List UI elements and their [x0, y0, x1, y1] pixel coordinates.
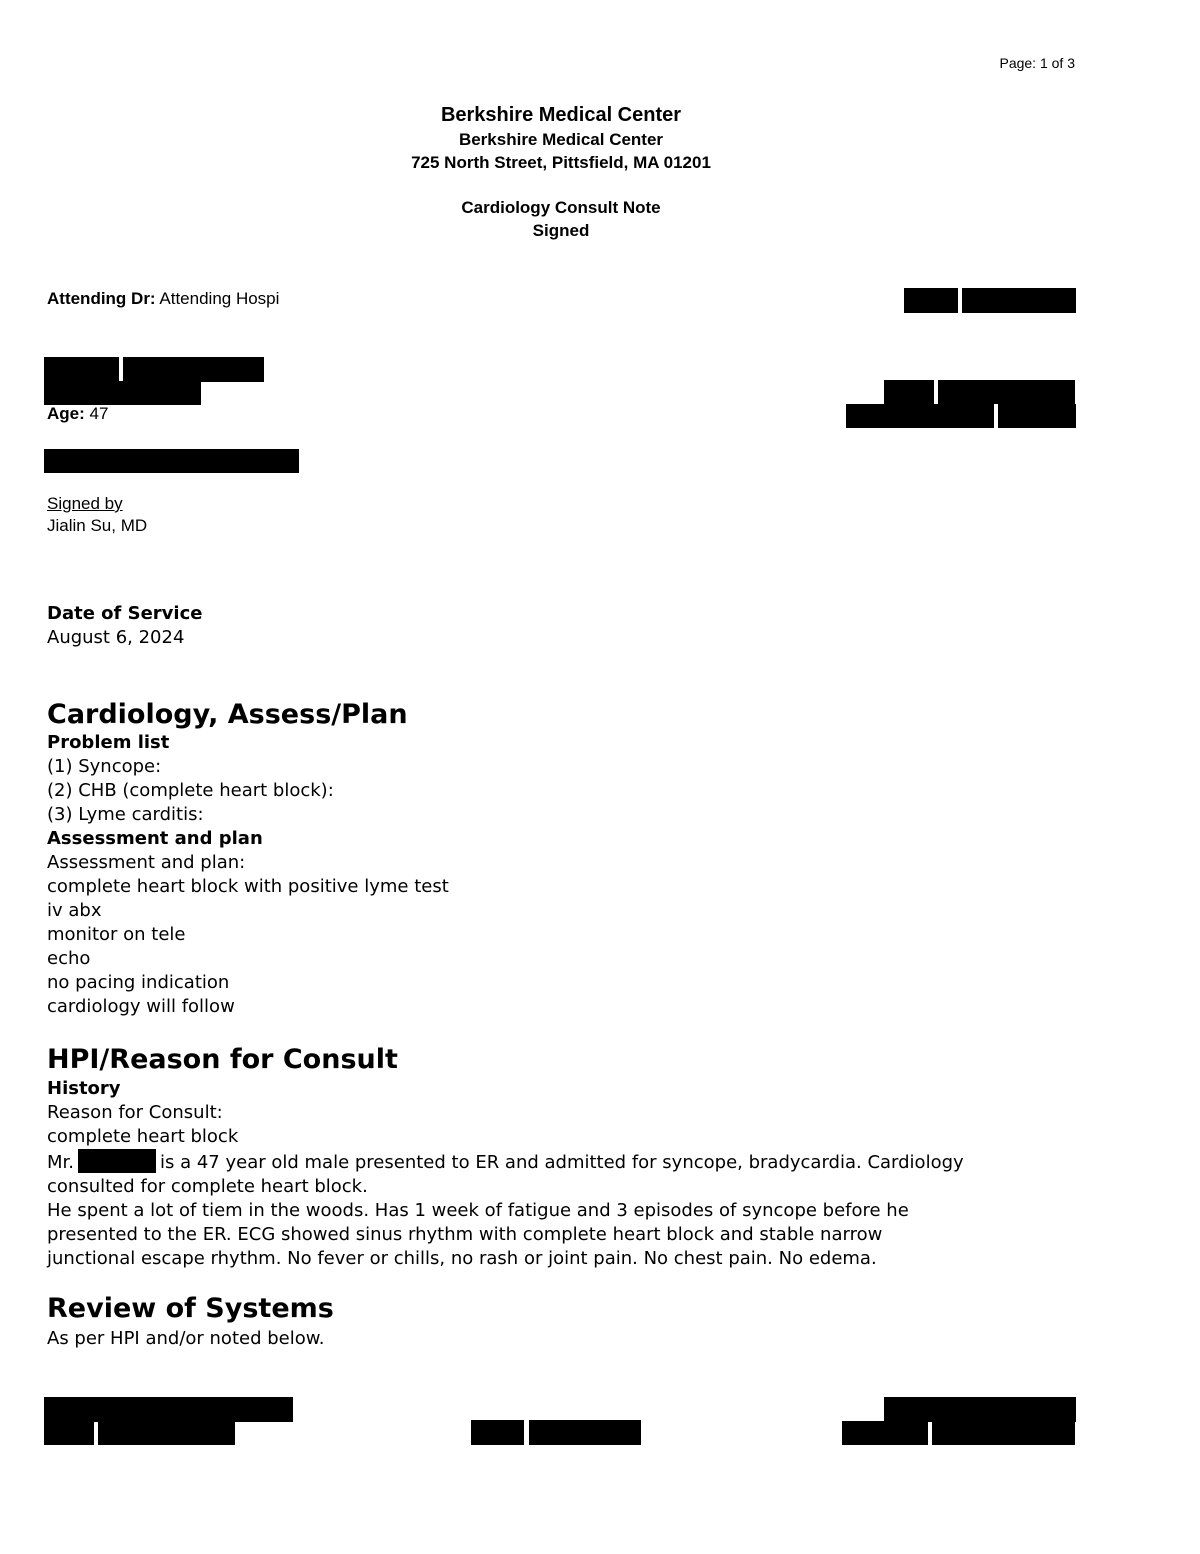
problem-item: (2) CHB (complete heart block):: [47, 780, 334, 801]
hpi-section: [47, 1077, 964, 1271]
redaction-block: [932, 1421, 1075, 1445]
organization-subtitle: Berkshire Medical Center: [458, 130, 664, 149]
plan-line: cardiology will follow: [47, 996, 235, 1017]
redaction-block: [938, 380, 1075, 404]
plan-line: monitor on tele: [47, 924, 186, 945]
plan-heading: Assessment and plan: [47, 828, 263, 849]
redaction-block: [842, 1421, 928, 1445]
reason-value: complete heart block: [47, 1126, 239, 1147]
hpi-line1-suffix: is a 47 year old male presented to ER and admitted for syncope, bradycardia. Cardiology: [160, 1152, 964, 1173]
hpi-line1-prefix: Mr.: [47, 1152, 74, 1173]
redaction-block: [44, 1397, 293, 1422]
organization-title: Berkshire Medical Center: [440, 104, 682, 126]
plan-line: iv abx: [47, 900, 102, 921]
redaction-block: [529, 1420, 641, 1445]
redaction-block: [471, 1420, 524, 1445]
redaction-block: [998, 404, 1076, 428]
attending-label: Attending Dr:: [47, 289, 156, 308]
age-label: Age:: [47, 404, 85, 423]
redaction-block: [44, 357, 119, 382]
note-title: Cardiology Consult Note: [461, 198, 661, 217]
hpi-heading: HPI/Reason for Consult: [47, 1044, 398, 1075]
organization-address: 725 North Street, Pittsfield, MA 01201: [411, 153, 711, 172]
redaction-block: [44, 1421, 94, 1445]
page-number: Page: 1 of 3: [999, 55, 1075, 71]
date-of-service: [47, 602, 202, 650]
signed-by-name: Jialin Su, MD: [47, 516, 148, 535]
plan-line: complete heart block with positive lyme test: [47, 876, 449, 897]
reason-label: Reason for Consult:: [47, 1102, 223, 1123]
problem-list-heading: Problem list: [47, 732, 170, 753]
note-status: Signed: [532, 221, 590, 240]
patient-age: [47, 404, 108, 424]
hpi-line: consulted for complete heart block.: [47, 1176, 368, 1197]
assess-plan-section: [47, 731, 449, 1019]
ros-heading: Review of Systems: [47, 1293, 334, 1324]
signed-by-label: Signed by: [47, 494, 123, 513]
plan-line: no pacing indication: [47, 972, 230, 993]
hpi-line: [47, 1149, 964, 1175]
redaction-block: [904, 288, 958, 313]
redaction-block: [78, 1149, 156, 1173]
redaction-block: [884, 1397, 1076, 1422]
hpi-line: junctional escape rhythm. No fever or chills, no rash or joint pain. No chest pain. No edema.: [47, 1248, 877, 1269]
assess-plan-heading: Cardiology, Assess/Plan: [47, 699, 408, 730]
document-header: [0, 102, 1122, 242]
problem-item: (3) Lyme carditis:: [47, 804, 204, 825]
redaction-block: [884, 380, 934, 404]
redaction-block: [962, 288, 1076, 313]
hpi-line: He spent a lot of tiem in the woods. Has 1 week of fatigue and 3 episodes of syncope before he: [47, 1200, 909, 1221]
plan-line: echo: [47, 948, 91, 969]
date-of-service-value: August 6, 2024: [47, 627, 185, 648]
hpi-line: presented to the ER. ECG showed sinus rhythm with complete heart block and stable narrow: [47, 1224, 883, 1245]
attending-value: Attending Hospi: [159, 289, 280, 308]
age-value: 47: [89, 404, 109, 423]
date-of-service-label: Date of Service: [47, 603, 203, 624]
redaction-block: [44, 449, 299, 473]
attending-doctor: [47, 289, 279, 309]
problem-item: (1) Syncope:: [47, 756, 162, 777]
plan-line: Assessment and plan:: [47, 852, 246, 873]
redaction-block: [846, 404, 994, 428]
redaction-block: [123, 357, 264, 382]
ros-text: As per HPI and/or noted below.: [47, 1328, 325, 1349]
redaction-block: [44, 381, 201, 405]
redaction-block: [98, 1421, 235, 1445]
history-heading: History: [47, 1078, 121, 1099]
